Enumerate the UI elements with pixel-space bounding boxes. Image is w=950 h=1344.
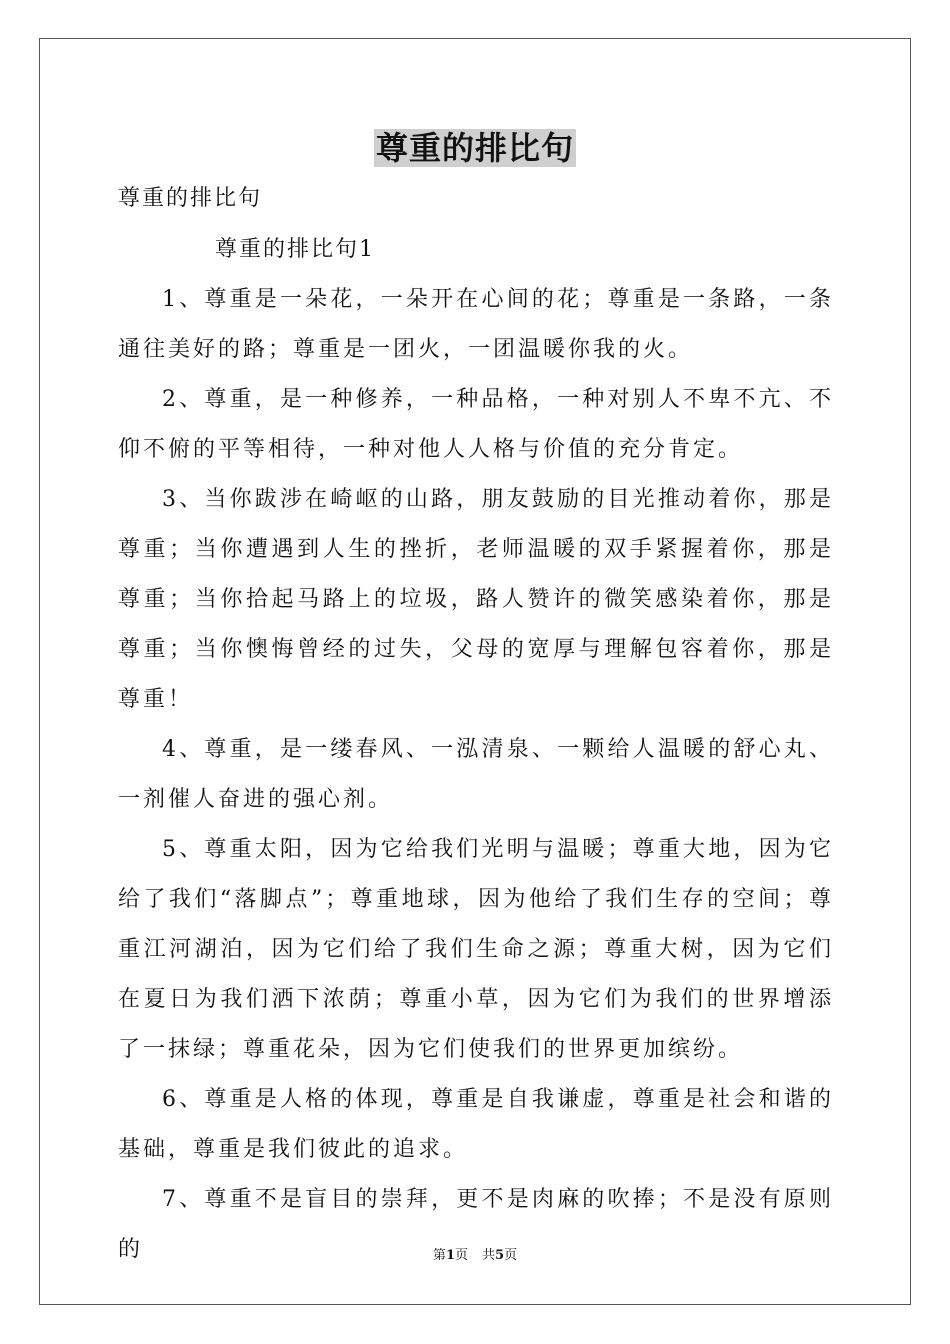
- paragraph-1: 1、尊重是一朵花，一朵开在心间的花；尊重是一条路，一条通往美好的路；尊重是一团火，一团温暖你我的火。: [118, 287, 834, 362]
- total-suffix: 页: [504, 1248, 518, 1263]
- page-number: 1: [445, 1248, 455, 1263]
- paragraph-2: 2、尊重，是一种修养，一种品格，一种对别人不卑不亢、不仰不俯的平等相待，一种对他人人格与价值的充分肯定。: [118, 387, 834, 462]
- paragraph-6: 6、尊重是人格的体现，尊重是自我谦虚，尊重是社会和谐的基础，尊重是我们彼此的追求。: [118, 1087, 834, 1162]
- page-prefix: 第: [432, 1248, 446, 1263]
- paragraph-4: 4、尊重，是一缕春风、一泓清泉、一颗给人温暖的舒心丸、一剂催人奋进的强心剂。: [118, 737, 834, 812]
- document-title: [0, 126, 950, 170]
- paragraph-7: 7、尊重不是盲目的崇拜，更不是肉麻的吹捧；不是没有原则的: [118, 1187, 834, 1262]
- page-suffix: 页: [454, 1248, 468, 1263]
- page-footer: [0, 1247, 950, 1265]
- document-body: [118, 275, 834, 1275]
- total-prefix: 共: [482, 1248, 496, 1263]
- section-heading: 尊重的排比句1: [215, 237, 375, 262]
- total-pages: 5: [495, 1248, 505, 1263]
- paragraph-3: 3、当你跋涉在崎岖的山路，朋友鼓励的目光推动着你，那是尊重；当你遭遇到人生的挫折，老师温暖的双手紧握着你，那是尊重；当你拾起马路上的垃圾，路人赞许的微笑感染着你，那是尊重；当你懊悔曾经的过失，父母的宽厚与理解包容着你，那是尊重！: [118, 487, 834, 712]
- document-title-text: 尊重的排比句: [375, 129, 574, 167]
- document-subtitle: 尊重的排比句: [118, 186, 263, 211]
- paragraph-5: 5、尊重太阳，因为它给我们光明与温暖；尊重大地，因为它给了我们“落脚点”；尊重地球，因为他给了我们生存的空间；尊重江河湖泊，因为它们给了我们生命之源；尊重大树，因为它们在夏日为我们洒下浓荫；尊重小草，因为它们为我们的世界增添了一抹绿；尊重花朵，因为它们使我们的世界更加缤纷。: [118, 837, 834, 1062]
